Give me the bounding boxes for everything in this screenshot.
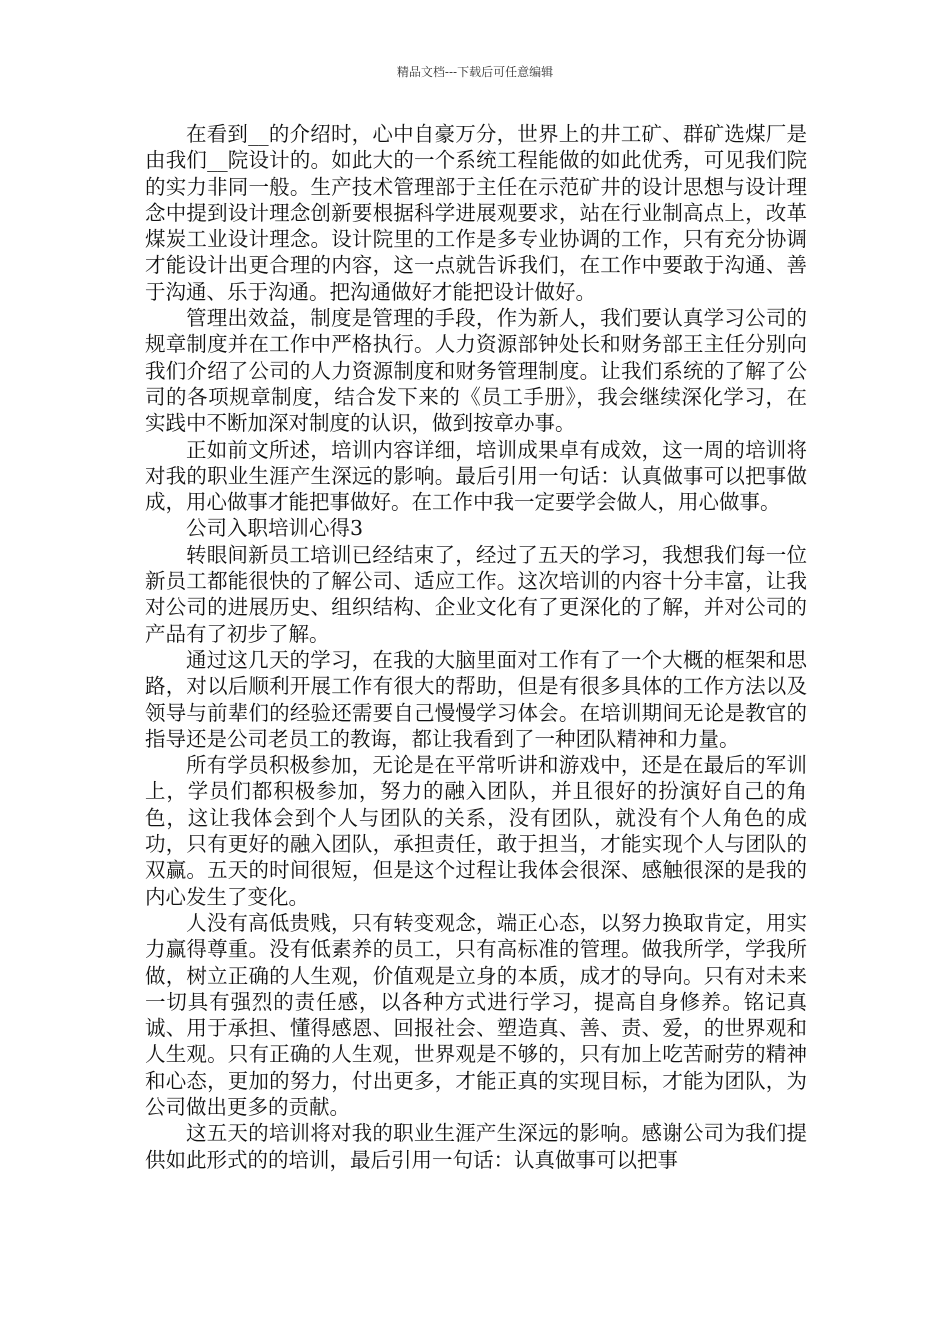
document-body: [145, 121, 807, 1173]
paragraph-management-rules: 管理出效益，制度是管理的手段，作为新人，我们要认真学习公司的规章制度并在工作中严格执行。人力资源部钟处长和财务部王主任分别向我们介绍了公司的人力资源制度和财务管理制度。让我们系统的了解了公司的各项规章制度，结合发下来的《员工手册》，我会继续深化学习，在实践中不断加深对制度的认识，做到按章办事。: [145, 306, 807, 436]
paragraph-training-ended: 转眼间新员工培训已经结束了，经过了五天的学习，我想我们每一位新员工都能很快的了解公司、适应工作。这次培训的内容十分丰富，让我对公司的进展历史、组织结构、企业文化有了更深化的了解，并对公司的产品有了初步了解。: [145, 542, 807, 646]
paragraph-conclusion: 正如前文所述，培训内容详细，培训成果卓有成效，这一周的培训将对我的职业生涯产生深远的影响。最后引用一句话：认真做事可以把事做成，用心做事才能把事做好。在工作中我一定要学会做人，用心做事。: [145, 437, 807, 515]
paragraph-attitude: 人没有高低贵贱，只有转变观念，端正心态，以努力换取肯定，用实力赢得尊重。没有低素养的员工，只有高标准的管理。做我所学，学我所做，树立正确的人生观，价值观是立身的本质，成才的导向。只有对未来一切具有强烈的责任感，以各种方式进行学习，提高自身修养。铭记真诚、用于承担、懂得感恩、回报社会、塑造真、善、责、爱，的世界观和人生观。只有正确的人生观，世界观是不够的，只有加上吃苦耐劳的精神和心态，更加的努力，付出更多，才能正真的实现目标，才能为团队，为公司做出更多的贡献。: [145, 910, 807, 1119]
paragraph-learning-framework: 通过这几天的学习，在我的大脑里面对工作有了一个大概的框架和思路，对以后顺利开展工作有很大的帮助，但是有很多具体的工作方法以及领导与前辈们的经验还需要自己慢慢学习体会。在培训期间无论是教官的指导还是公司老员工的教诲，都让我看到了一种团队精神和力量。: [145, 647, 807, 751]
page-header: 精品文档---下载后可任意编辑: [396, 65, 554, 79]
paragraph-team-spirit: 所有学员积极参加，无论是在平常听讲和游戏中，还是在最后的军训上，学员们都积极参加，努力的融入团队，并且很好的扮演好自己的角色，这让我体会到个人与团队的关系，没有团队，就没有个人角色的成功，只有更好的融入团队，承担责任，敢于担当，才能实现个人与团队的双赢。五天的时间很短，但是这个过程让我体会很深、感触很深的是我的内心发生了变化。: [145, 753, 807, 909]
section-title: 公司入职培训心得3: [186, 516, 364, 541]
paragraph-thanks: 这五天的培训将对我的职业生涯产生深远的影响。感谢公司为我们提供如此形式的的培训，最后引用一句话：认真做事可以把事: [145, 1121, 807, 1172]
paragraph-design-institute: 在看到__的介绍时，心中自豪万分，世界上的井工矿、群矿选煤厂是由我们__院设计的。如此大的一个系统工程能做的如此优秀，可见我们院的实力非同一般。生产技术管理部于主任在示范矿井的设计思想与设计理念中提到设计理念创新要根据科学进展观要求，站在行业制高点上，改革煤炭工业设计理念。设计院里的工作是多专业协调的工作，只有充分协调才能设计出更合理的内容，这一点就告诉我们，在工作中要敢于沟通、善于沟通、乐于沟通。把沟通做好才能把设计做好。: [145, 122, 807, 304]
